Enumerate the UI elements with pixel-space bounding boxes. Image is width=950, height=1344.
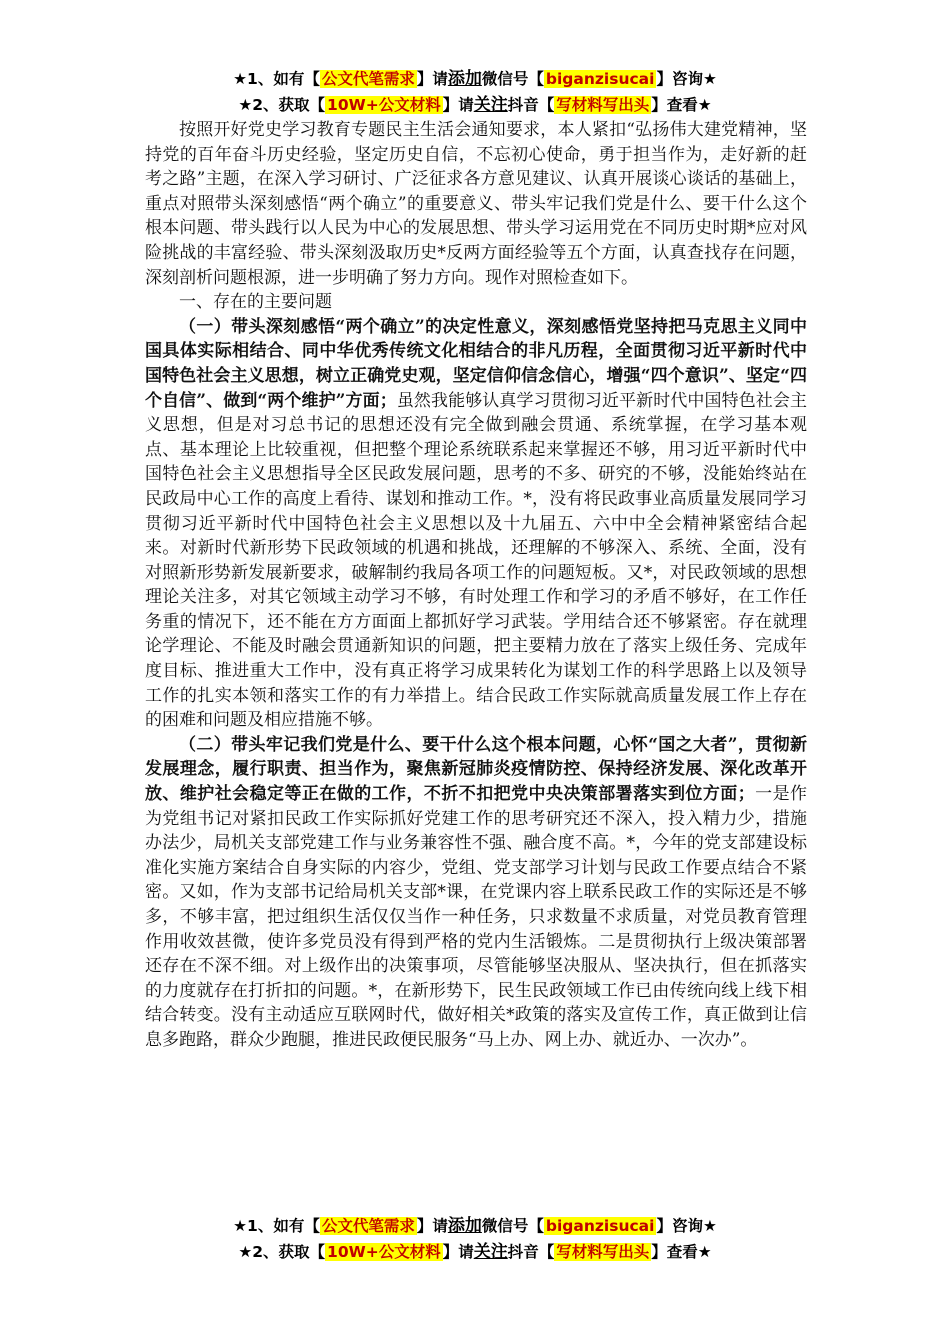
highlight-materials: 10W+公文材料 [327, 1243, 441, 1261]
item-1-heading: （一）带头深刻感悟“两个确立”的决定性意义，深刻感悟党坚持把马克思主义同中国具体实际相结合、同中华优秀传统文化相结合的非凡历程，全面贯彻习近平新时代中国特色社会主义思想，树立正确党史观，坚定信仰信念信心，增强“四个意识”、坚定“四个自信”、做到“两个维护”方面； [145, 316, 807, 411]
promo-text: 微信号【 [481, 1217, 544, 1235]
promo-text: 1、如有【 [247, 1217, 320, 1235]
promo-emphasis: 关注 [473, 1242, 508, 1262]
promo-banner-top [145, 66, 805, 118]
star-icon: ★ [238, 96, 253, 114]
highlight-wechat-id: biganzisucai [545, 70, 655, 88]
promo-text: 抖音【 [507, 96, 555, 114]
promo-text: 】请 [442, 1243, 474, 1261]
promo-line-2 [145, 1239, 805, 1265]
item-2-paragraph [145, 733, 807, 1053]
promo-text: 抖音【 [507, 1243, 555, 1261]
promo-emphasis: 关注 [473, 95, 508, 115]
highlight-douyin-id: 写材料写出头 [556, 1243, 650, 1261]
item-1-text: 虽然我能够认真学习贯彻习近平新时代中国特色社会主义思想，但是对习总书记的思想还没有完全做到融会贯通、系统掌握，在学习基本观点、基本理论上比较重视，但把整个理论系统联系起来掌握还不够，用习近平新时代中国特色社会主义思想指导全区民政发展问题，思考的不多、研究的不够，没能始终站在民政局中心工作的高度上看待、谋划和推动工作。*，没有将民政事业高质量发展同学习贯彻习近平新时代中国特色社会主义思想以及十九届五、六中中全会精神紧密结合起来。对新时代新形势下民政领域的机遇和挑战，还理解的不够深入、系统、全面，没有对照新形势新发展新要求，破解制约我局各项工作的问题短板。又*，对民政领域的思想理论关注多，对其它领域主动学习不够，有时处理工作和学习的矛盾不够好，在工作任务重的情况下，还不能在方方面面上都抓好学习武装。学用结合还不够紧密。存在就理论学理论、不能及时融会贯通新知识的问题，把主要精力放在了落实上级任务、完成年度目标、推进重大工作中，没有真正将学习成果转化为谋划工作的科学思路上以及领导工作的扎实本领和落实工作的有力举措上。结合民政工作实际就高质量发展工作上存在的困难和问题及相应措施不够。 [145, 390, 807, 731]
section-heading: 一、存在的主要问题 [179, 292, 332, 313]
star-icon: ★ [233, 70, 248, 88]
intro-paragraph: 按照开好党史学习教育专题民主生活会通知要求，本人紧扣“弘扬伟大建党精神，坚持党的百年奋斗历史经验，坚定历史自信，不忘初心使命，勇于担当作为，走好新的赶考之路”主题，在深入学习研讨、广泛征求各方意见建议、认真开展谈心谈话的基础上，重点对照带头深刻感悟“两个确立”的重要意义、带头牢记我们党是什么、要干什么这个根本问题、带头践行以人民为中心的发展思想、带头学习运用党在不同历史时期*应对风险挑战的丰富经验、带头深刻汲取历史*反两方面经验等五个方面，认真查找存在问题，深刻剖析问题根源，进一步明确了努力方向。现作对照检查如下。 [145, 120, 807, 288]
highlight-service: 公文代笔需求 [321, 70, 415, 88]
promo-text: 】查看★ [651, 1243, 712, 1261]
promo-text: 】咨询★ [656, 70, 717, 88]
item-2-heading: （二）带头牢记我们党是什么、要干什么这个根本问题，心怀“国之大者”，贯彻新发展理念，履行职责、担当作为，聚焦新冠肺炎疫情防控、保持经济发展、深化改革开放、维护社会稳定等正在做的工作，不折不扣把党中央决策部署落实到位方面； [145, 734, 807, 805]
promo-line-1 [145, 66, 805, 92]
star-icon: ★ [238, 1243, 253, 1261]
promo-text: 】请 [416, 1217, 448, 1235]
promo-emphasis: 添加 [447, 1216, 482, 1236]
item-1-paragraph [145, 315, 807, 733]
highlight-wechat-id: biganzisucai [545, 1217, 655, 1235]
promo-text: 】咨询★ [656, 1217, 717, 1235]
promo-text: 】请 [442, 96, 474, 114]
highlight-materials: 10W+公文材料 [327, 96, 441, 114]
promo-text: 2、获取【 [252, 1243, 326, 1261]
promo-banner-bottom [145, 1213, 805, 1265]
document-body [145, 118, 807, 1053]
promo-text: 1、如有【 [247, 70, 320, 88]
promo-text: 】请 [416, 70, 448, 88]
promo-text: 微信号【 [481, 70, 544, 88]
item-2-text: 一是作为党组书记对紧扣民政工作实际抓好党建工作的思考研究还不深入，投入精力少，措施办法少，局机关支部党建工作与业务兼容性不强、融合度不高。*，今年的党支部建设标准化实施方案结合自身实际的内容少，党组、党支部学习计划与民政工作要点结合不紧密。又如，作为支部书记给局机关支部*课，在党课内容上联系民政工作的实际还是不够多，不够丰富，把过组织生活仅仅当作一种任务，只求数量不求质量，对党员教育管理作用收效甚微，使许多党员没有得到严格的党内生活锻炼。二是贯彻执行上级决策部署还存在不深不细。对上级作出的决策事项，尽管能够坚决服从、坚决执行，但在抓落实的力度就存在打折扣的问题。*，在新形势下，民生民政领域工作已由传统向线上线下相结合转变。没有主动适应互联网时代，做好相关*政策的落实及宣传工作，真正做到让信息多跑路，群众少跑腿，推进民政便民服务“马上办、网上办、就近办、一次办”。 [145, 784, 808, 1050]
star-icon: ★ [233, 1217, 248, 1235]
promo-emphasis: 添加 [447, 69, 482, 89]
promo-line-2 [145, 92, 805, 118]
highlight-douyin-id: 写材料写出头 [556, 96, 650, 114]
promo-text: 】查看★ [651, 96, 712, 114]
promo-line-1 [145, 1213, 805, 1239]
promo-text: 2、获取【 [252, 96, 326, 114]
highlight-service: 公文代笔需求 [321, 1217, 415, 1235]
